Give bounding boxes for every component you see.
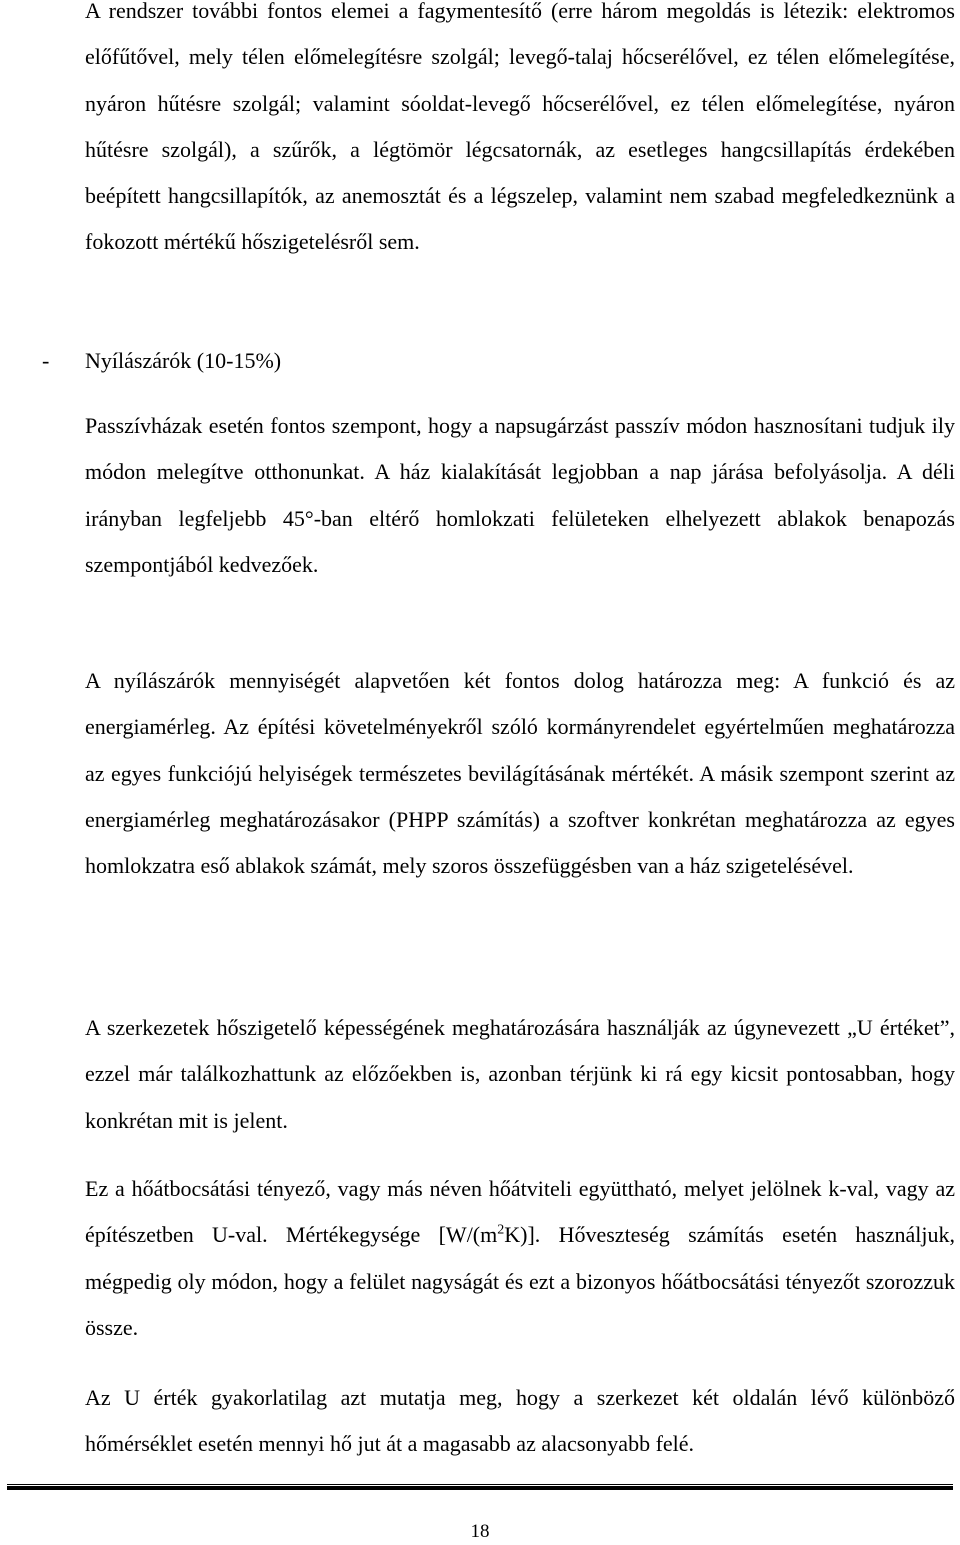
paragraph-passive-solar: Passzívházak esetén fontos szempont, hogy a napsugárzást passzív módon hasznosítani tudjuk ily módon melegítve otthonunkat. A ház kialakítását legjobban a nap járása befolyásolja. A déli irányban legfeljebb 45°-ban eltérő homlokzati felületeken elhelyezett ablakok benapozás szempontjából kedvezőek.	[85, 413, 955, 577]
paragraph-part-2: K)]. Hőveszteség számítás esetén használjuk, mégpedig oly módon, hogy a felület nagyságát és ezt a bizonyos hőátbocsátási tényezőt szorozzuk össze.	[85, 1222, 955, 1340]
paragraph-heat-transfer-coefficient	[85, 1166, 955, 1351]
section-heading-windows: Nyílászárók (10-15%)	[85, 348, 282, 373]
superscript-2: 2	[497, 1222, 505, 1238]
page-number: 18	[470, 1521, 490, 1542]
bullet-dash: -	[42, 348, 50, 373]
paragraph-u-value-meaning: Az U érték gyakorlatilag azt mutatja meg, hogy a szerkezet két oldalán lévő különböző hőmérséklet esetén mennyi hő jut át a magasabb az alacsonyabb felé.	[85, 1385, 955, 1457]
paragraph-window-quantity: A nyílászárók mennyiségét alapvetően két fontos dolog határozza meg: A funkció és az energiamérleg. Az építési követelményekről szóló kormányrendelet egyértelműen meghatározza az egyes funkciójú helyiségek természetes bevilágításának mértékét. A másik szempont szerint az energiamérleg meghatározásakor (PHPP számítás) a szoftver konkrétan meghatározza az egyes homlokzatra eső ablakok számát, mely szoros összefüggésben van a ház szigetelésével.	[85, 668, 955, 879]
paragraph-part-1: Ez a hőátbocsátási tényező, vagy más néven hőátviteli együttható, melyet jelölnek k-val, vagy az építészetben U-val. Mértékegysége [W/(m	[85, 1176, 955, 1248]
footer-divider	[7, 1486, 953, 1490]
footer-divider-thin	[7, 1484, 953, 1485]
paragraph-ventilation-elements: A rendszer további fontos elemei a fagymentesítő (erre három megoldás is létezik: elektromos előfűtővel, mely télen előmelegítésre szolgál; levegő-talaj hőcserélővel, ez télen előmelegítése, nyáron hűtésre szolgál; valamint sóoldat-levegő hőcserélővel, ez télen előmelegítése, nyáron hűtésre szolgál), a szűrők, a légtömör légcsatornák, az esetleges hangcsillapítás érdekében beépített hangcsillapítók, az anemosztát és a légszelep, valamint nem szabad megfeledkeznünk a fokozott mértékű hőszigetelésről sem.	[85, 0, 955, 255]
paragraph-u-value-intro: A szerkezetek hőszigetelő képességének meghatározására használják az úgynevezett „U értéket”, ezzel már találkozhattunk az előzőekben is, azonban térjünk ki rá egy kicsit pontosabban, hogy konkrétan mit is jelent.	[85, 1015, 955, 1133]
